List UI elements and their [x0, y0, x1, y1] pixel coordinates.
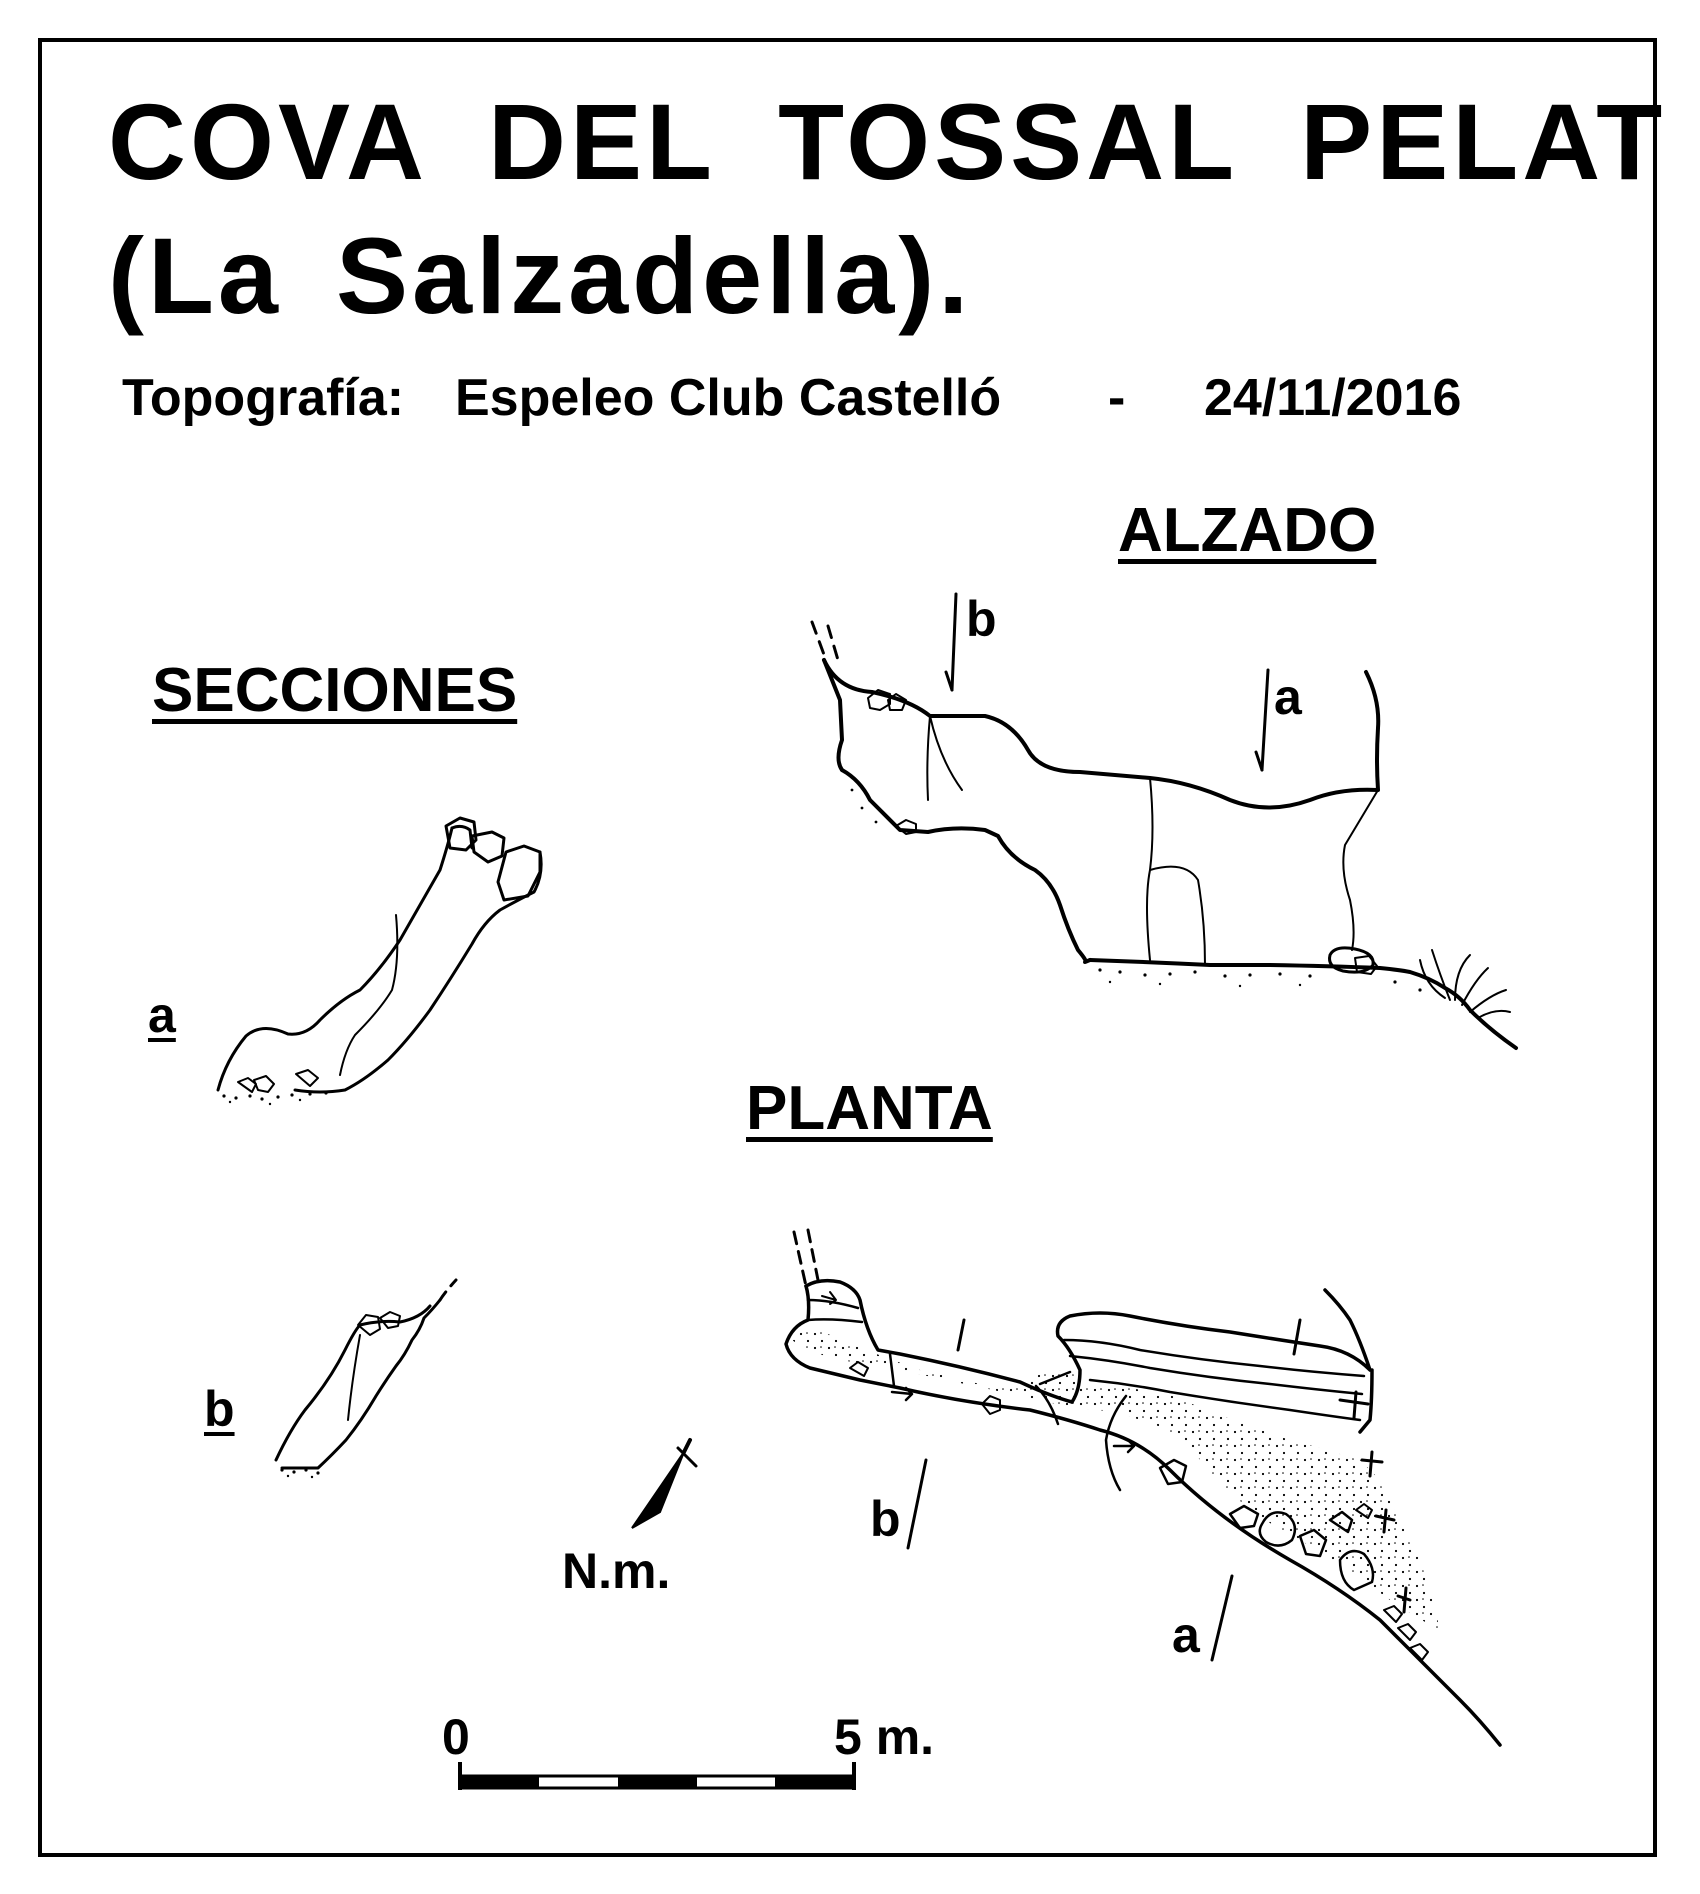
north-label: N.m.: [562, 1543, 671, 1599]
plan-view: [786, 1230, 1500, 1745]
section-b-label: b: [204, 1381, 235, 1437]
credits-date: 24/11/2016: [1204, 369, 1462, 427]
section-b-floor: [280, 1468, 319, 1478]
planta-label-a: a: [1172, 1607, 1200, 1663]
credits-separator: -: [1108, 369, 1126, 427]
section-a-floor: [222, 1091, 327, 1105]
elevation-profile: [812, 591, 1516, 1048]
cave-location: (La Salzadella).: [108, 215, 973, 336]
scale-end: 5 m.: [834, 1709, 935, 1765]
planta-label-b: b: [870, 1491, 901, 1547]
credits-club: Espeleo Club Castelló: [455, 369, 1002, 427]
heading-secciones: SECCIONES: [152, 656, 518, 725]
heading-planta: PLANTA: [746, 1074, 993, 1143]
alzado-label-a: a: [1274, 669, 1302, 725]
cave-title: COVA DEL TOSSAL PELAT: [108, 81, 1667, 202]
heading-alzado: ALZADO: [1118, 496, 1377, 565]
credits-label: Topografía:: [122, 369, 405, 427]
alzado-label-b: b: [966, 591, 997, 647]
north-arrow-icon: [632, 1440, 696, 1528]
scale-bar: [460, 1762, 854, 1790]
scale-start: 0: [442, 1709, 470, 1765]
section-b-outline: [276, 1280, 456, 1468]
section-a-outline: [218, 818, 541, 1092]
section-a-label: a: [148, 987, 176, 1043]
